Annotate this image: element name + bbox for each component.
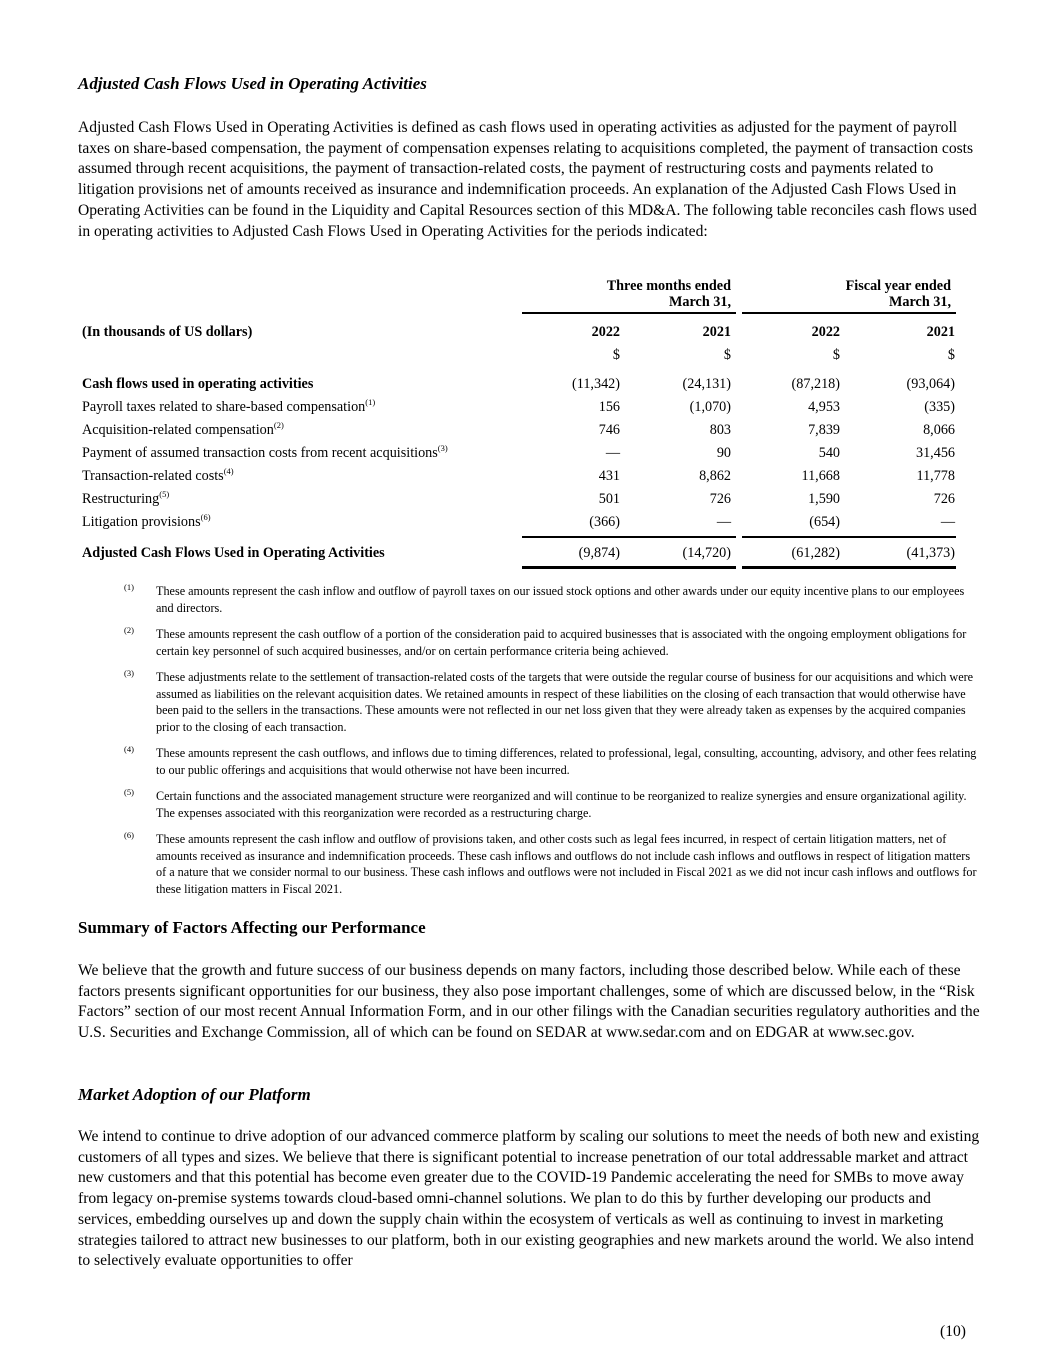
- total-value: (41,373): [906, 545, 955, 561]
- cell-value: 726: [709, 491, 731, 507]
- cell-value: (366): [589, 514, 620, 530]
- row-label: [82, 491, 169, 508]
- currency-symbol: $: [723, 347, 731, 363]
- table-row: [78, 445, 958, 465]
- year-header: 2021: [926, 324, 955, 340]
- total-value: (14,720): [682, 545, 731, 561]
- cell-value: (11,342): [572, 376, 620, 392]
- cell-value: 7,839: [808, 422, 840, 438]
- footnote-mark: (6): [124, 830, 134, 840]
- year-header: 2021: [702, 324, 731, 340]
- cell-value: (654): [809, 514, 840, 530]
- total-value: (61,282): [791, 545, 840, 561]
- footnote-mark: (5): [124, 787, 134, 797]
- row-label-text: Restructuring: [82, 491, 160, 507]
- section-heading-adjusted-cash-flows: Adjusted Cash Flows Used in Operating Activities: [78, 74, 427, 93]
- cell-value: 726: [933, 491, 955, 507]
- table-row: [78, 422, 958, 442]
- footnote-text: These adjustments relate to the settlement of transaction-related costs of the targets that were outside the regular course of business for our acquisitions and which were assumed as liabilities on the relevant acquisition dates. We retained amounts in respect of these liabilities on the closing of each transaction that would otherwise have been paid to the sellers in the transactions. These amounts were not reflected in our net loss given that they were already taken as expenses by the acquired companies prior to the closing of each transaction.: [156, 670, 974, 735]
- cell-value: 11,668: [801, 468, 840, 484]
- section-paragraph-adjusted-cash-flows: Adjusted Cash Flows Used in Operating Activities is defined as cash flows used in operating activities as adjusted for the payment of payroll taxes on share-based compensation, the payment of compensation expenses relating to acquisitions completed, the payment of transaction costs assumed through recent acquisitions, the payment of transaction-related costs, the payment of restructuring costs and payments related to litigation provisions net of amounts received as insurance and indemnification proceeds. An explanation of the Adjusted Cash Flows Used in Operating Activities can be found in the Liquidity and Capital Resources section of this MD&A. The following table reconciles cash flows used in operating activities to Adjusted Cash Flows Used in Operating Activities for the periods indicated:: [78, 119, 977, 240]
- currency-symbol: $: [947, 347, 955, 363]
- total-value: (9,874): [578, 545, 620, 561]
- group-header-fiscal-year: [731, 278, 951, 310]
- row-label-text: Litigation provisions: [82, 514, 201, 530]
- row-label: [82, 468, 234, 485]
- footnote-mark: (3): [124, 668, 134, 678]
- cell-value: 156: [598, 399, 620, 415]
- footnote-ref: (6): [200, 512, 211, 522]
- cell-value: 1,590: [808, 491, 840, 507]
- row-label: [82, 422, 284, 439]
- table-row: [78, 491, 958, 511]
- footnote-ref: (3): [437, 443, 448, 453]
- footnote-text: These amounts represent the cash inflow and outflow of provisions taken, and other costs such as legal fees incurred, in respect of certain litigation matters, net of amounts received as insurance and indemnification proceeds. These cash inflows and outflows do not include cash inflows and outflows in respect of litigation matters of a nature that we consider normal to our business. These cash inflows and outflows were not included in Fiscal 2021 as we did not incur cash inflows and outflows for these litigation matters in Fiscal 2021.: [156, 832, 977, 897]
- row-label: Cash flows used in operating activities: [82, 376, 314, 392]
- unit-label: (In thousands of US dollars): [82, 324, 253, 340]
- cell-value: (87,218): [791, 376, 840, 392]
- table-row: [78, 399, 958, 419]
- cell-value: 11,778: [916, 468, 955, 484]
- footnote-ref: (2): [273, 420, 284, 430]
- cell-value: 4,953: [808, 399, 840, 415]
- year-header: 2022: [811, 324, 840, 340]
- section-paragraph-market-adoption: We intend to continue to drive adoption of our advanced commerce platform by scaling our solutions to meet the needs of both new and existing customers of all types and sizes. We believe that there is significant potential to increase penetration of our total addressable market and attract new customers and that this potential has become even greater due to the COVID-19 Pandemic accelerating the need for SMBs to move away from legacy on-premise systems towards cloud-based omni-channel solutions. We plan to do this by further developing our products and services, embedding ourselves up and down the supply chain within the ecosystem of verticals as well as continuing to invest in marketing strategies tailored to attract new businesses to our platform, both in our existing geographies and new markets around the world. We also intend to selectively evaluate opportunities to offer: [78, 1128, 980, 1270]
- cell-value: (24,131): [682, 376, 731, 392]
- cell-value: 803: [709, 422, 731, 438]
- row-label-text: Transaction-related costs: [82, 468, 224, 484]
- row-label-text: Payment of assumed transaction costs from recent acquisitions: [82, 445, 438, 461]
- cell-value: —: [940, 514, 955, 530]
- footnote-ref: (4): [223, 466, 234, 476]
- footnote-text: These amounts represent the cash outflow of a portion of the consideration paid to acquired businesses that is associated with the ongoing employment obligations for certain key personnel of such acquired businesses, and/or on certain performance criteria being achieved.: [156, 627, 967, 658]
- cell-value: 31,456: [915, 445, 955, 461]
- cell-value: 8,066: [923, 422, 955, 438]
- total-row: [78, 545, 958, 565]
- cell-value: 8,862: [699, 468, 731, 484]
- group-header-line: March 31,: [889, 294, 951, 310]
- group-header-line: Three months ended: [606, 278, 731, 294]
- row-label: [82, 399, 375, 416]
- cell-value: 431: [598, 468, 620, 484]
- header-rule: [742, 312, 956, 314]
- cell-value: 90: [716, 445, 731, 461]
- cell-value: 746: [598, 422, 620, 438]
- header-row-years: [78, 324, 958, 344]
- group-header-line: March 31,: [669, 294, 731, 310]
- table-row: [78, 468, 958, 488]
- subtotal-rule: [522, 536, 736, 538]
- footnote-text: These amounts represent the cash outflows, and inflows due to timing differences, related to professional, legal, consulting, accounting, advisory, and other fees relating to our public offerings and acquisitions that would otherwise not have been incurred.: [156, 746, 977, 777]
- footnote-ref: (1): [365, 397, 376, 407]
- section-heading-summary-factors: Summary of Factors Affecting our Performance: [78, 918, 426, 937]
- cell-value: (1,070): [689, 399, 731, 415]
- currency-symbol: $: [832, 347, 840, 363]
- header-row-currency: [78, 347, 958, 367]
- header-rule: [522, 312, 736, 314]
- cell-value: 540: [818, 445, 840, 461]
- total-rule: [522, 566, 736, 569]
- section-paragraph-summary-factors: We believe that the growth and future success of our business depends on many factors, including those described below. While each of these factors presents significant opportunities for our business, they also pose important challenges, some of which are discussed below, in the “Risk Factors” section of our most recent Annual Information Form, and in our other filings with the Canadian securities regulatory authorities and the U.S. Securities and Exchange Commission, all of which can be found on SEDAR at www.sedar.com and on EDGAR at www.sec.gov.: [78, 962, 980, 1042]
- cell-value: —: [605, 445, 620, 461]
- total-label: Adjusted Cash Flows Used in Operating Activities: [82, 545, 385, 561]
- footnote-text: Certain functions and the associated management structure were reorganized and will continue to be reorganized to realize synergies and ensure organizational agility. The expenses associated with this reorganization were recorded as a restructuring charge.: [156, 789, 967, 820]
- footnote-ref: (5): [159, 489, 170, 499]
- footnote-mark: (2): [124, 625, 134, 635]
- cell-value: (93,064): [906, 376, 955, 392]
- footnote-mark: (1): [124, 582, 134, 592]
- year-header: 2022: [591, 324, 620, 340]
- cell-value: 501: [598, 491, 620, 507]
- cell-value: —: [716, 514, 731, 530]
- row-label-text: Payroll taxes related to share-based compensation: [82, 399, 366, 415]
- currency-symbol: $: [612, 347, 620, 363]
- table-row: [78, 514, 958, 534]
- group-header-three-months: [511, 278, 731, 310]
- subtotal-rule: [742, 536, 956, 538]
- page-number: (10): [940, 1323, 966, 1340]
- footnote-text: These amounts represent the cash inflow and outflow of payroll taxes on our issued stock options and other awards under our equity incentive plans to our employees and directors.: [156, 584, 965, 615]
- row-label-text: Acquisition-related compensation: [82, 422, 274, 438]
- row-label: [82, 445, 448, 462]
- cell-value: (335): [924, 399, 955, 415]
- total-rule: [742, 566, 956, 569]
- table-row: [78, 376, 958, 396]
- group-header-line: Fiscal year ended: [845, 278, 951, 294]
- row-label: [82, 514, 211, 531]
- footnote-mark: (4): [124, 744, 134, 754]
- section-heading-market-adoption: Market Adoption of our Platform: [78, 1085, 311, 1104]
